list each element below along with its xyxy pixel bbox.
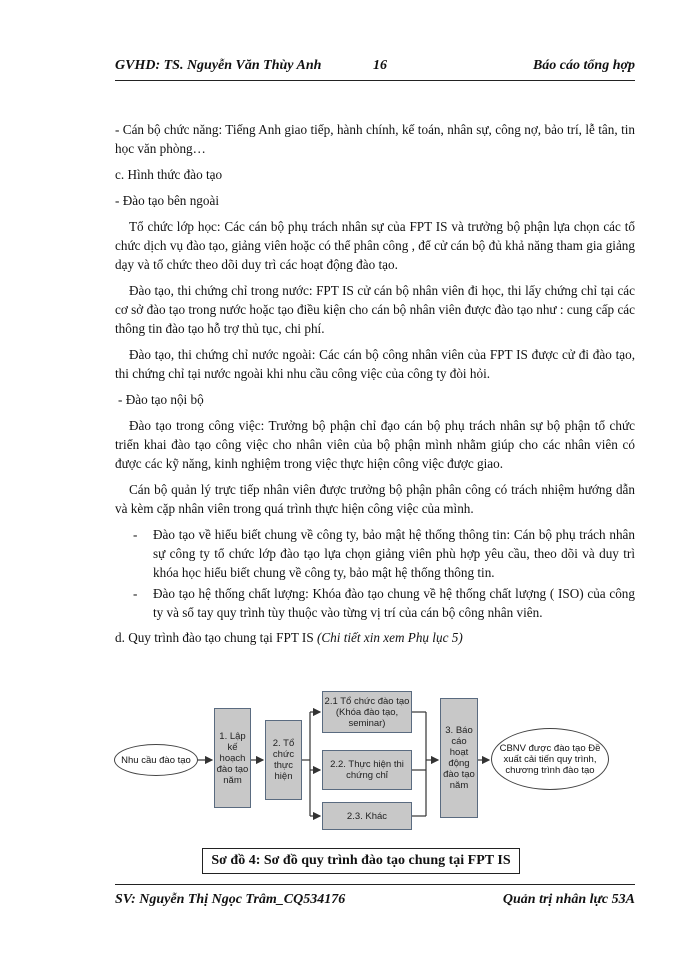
section-heading: c. Hình thức đào tạo bbox=[115, 167, 223, 182]
page-header bbox=[115, 58, 635, 80]
page-number: 16 bbox=[373, 58, 387, 73]
paragraph: - Cán bộ chức năng: Tiếng Anh giao tiếp, hành chính, kế toán, nhân sự, công nợ, bảo trí, lễ tân, tin học văn phòng… bbox=[115, 122, 635, 156]
figure-caption: Sơ đồ 4: Sơ đồ quy trình đào tạo chung tại FPT IS bbox=[202, 848, 520, 874]
step-implement-node: 2. Tổ chức thực hiện bbox=[265, 720, 302, 800]
step-training-node: 2.1 Tổ chức đào tạo (Khóa đào tạo, seminar) bbox=[322, 691, 412, 733]
paragraph: Tổ chức lớp học: Các cán bộ phụ trách nhân sự của FPT IS và trưởng bộ phận lựa chọn các tổ chức dịch vụ đào tạo, giảng viên hoặc có thể phân công , để cử cán bộ đủ khả năng tham gia giảng dạy và tổ chức theo dõi duy trì các hoạt động đào tạo. bbox=[115, 219, 635, 272]
subheading: - Đào tạo nội bộ bbox=[118, 392, 204, 407]
paragraph: Đào tạo, thi chứng chỉ trong nước: FPT IS cử cán bộ nhân viên đi học, thi lấy chứng chỉ tại các cơ sở đào tạo trong nước hoặc tạo điều kiện cho cán bộ nhân viên được đào tạo như : cung cấp các thông tin đào tạo hỗ trợ thủ tục, chi phí. bbox=[115, 283, 635, 336]
paragraph: Cán bộ quản lý trực tiếp nhân viên được trưởng bộ phận phân công có trách nhiệm hướng dẫn và kèm cặp nhân viên trong quá trình thực hiện công việc của mình. bbox=[115, 482, 635, 516]
bullet-item bbox=[115, 525, 635, 582]
subheading: - Đào tạo bên ngoài bbox=[115, 193, 219, 208]
step-certificate-node: 2.2. Thực hiện thi chứng chỉ bbox=[322, 750, 412, 790]
training-process-diagram bbox=[112, 690, 642, 842]
appendix-note: (Chi tiết xin xem Phụ lục 5) bbox=[316, 630, 463, 645]
dash-marker: - bbox=[133, 586, 138, 601]
footer-class: Quản trị nhân lực 53A bbox=[502, 892, 635, 907]
footer-student: SV: Nguyễn Thị Ngọc Trâm_CQ534176 bbox=[115, 892, 346, 907]
footer-rule bbox=[115, 884, 635, 885]
section-heading bbox=[115, 628, 635, 647]
start-node: Nhu cầu đào tạo bbox=[114, 744, 198, 776]
step-other-node: 2.3. Khác bbox=[322, 802, 412, 830]
step-plan-node: 1. Lập kế hoạch đào tạo năm bbox=[214, 708, 251, 808]
dash-marker: - bbox=[133, 527, 138, 542]
paragraph: Đào tạo trong công việc: Trưởng bộ phận chỉ đạo cán bộ phụ trách nhân sự bộ phận tổ chức triển khai đào tạo công việc cho nhân viên của bộ phận mình nhằm giúp cho các nhân viên có được các kỹ năng, kinh nghiệm trong việc thực hiện công việc được giao. bbox=[115, 418, 635, 471]
bullet-item bbox=[115, 584, 635, 622]
header-report-title: Báo cáo tổng hợp bbox=[532, 58, 635, 73]
bullet-text: Đào tạo về hiểu biết chung về công ty, bảo mật hệ thống thông tin: Cán bộ phụ trách nhân sự công ty tổ chức lớp đào tạo lựa chọn giảng viên phù hợp yêu cầu, theo dõi và duy trì khóa học hiểu biết chung về công ty, bảo mật hệ thống thông tin. bbox=[153, 527, 635, 580]
step-report-node: 3. Báo cáo hoạt động đào tạo năm bbox=[440, 698, 478, 818]
header-rule bbox=[115, 80, 635, 81]
document-body bbox=[115, 120, 635, 654]
end-node: CBNV được đào tạo Đề xuất cải tiến quy trình, chương trình đào tạo bbox=[491, 728, 609, 790]
section-d-title: d. Quy trình đào tạo chung tại FPT IS bbox=[115, 630, 317, 645]
bullet-text: Đào tạo hệ thống chất lượng: Khóa đào tạo chung về hệ thống chất lượng ( ISO) của công ty và sổ tay quy trình tùy thuộc vào từng vị trí của cán bộ công nhân viên. bbox=[153, 586, 635, 620]
paragraph: Đào tạo, thi chứng chỉ nước ngoài: Các cán bộ công nhân viên của FPT IS được cử đi đào tạo, thi chứng chỉ tại nước ngoài khi nhu cầu công việc của công ty đòi hỏi. bbox=[115, 347, 635, 381]
header-instructor: GVHD: TS. Nguyễn Văn Thùy Anh bbox=[115, 58, 322, 73]
